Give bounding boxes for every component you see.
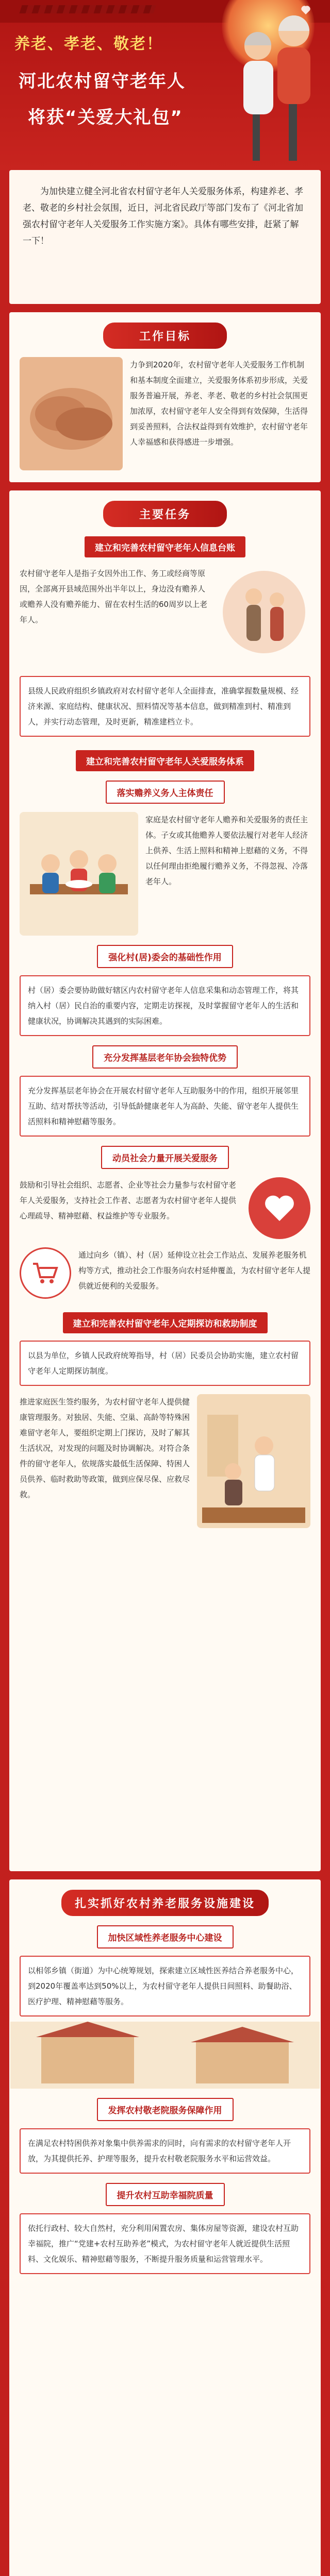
measure3-text: 依托行政村、较大自然村，充分利用闲置农房、集体房屋等资源，建设农村互助幸福院，推广“党建+农村互助养老”模式，为农村留守老年人就近提供生活照料、文化娱乐、精神慰藉等服务，不断提升服务质量和运营管理水平。 bbox=[28, 2224, 299, 2264]
task3-body bbox=[9, 1386, 321, 1528]
measure1-box bbox=[20, 1956, 310, 2016]
task2b-box bbox=[20, 975, 310, 1036]
task2b-title: 强化村(居)委会的基础性作用 bbox=[20, 945, 310, 968]
heart-hands-icon bbox=[249, 1177, 310, 1239]
measure2-text: 在满足农村特困供养对象集中供养需求的同时，向有需求的农村留守老年人开放，为其提供托养、护理等服务，提升农村敬老院服务水平和运营效益。 bbox=[28, 2139, 291, 2163]
task1-text2: 县级人民政府组织乡镇政府对农村留守老年人全面排查，准确掌握数量规模、经济来源、家庭结构、健康状况、照料情况等基本信息，做到精准到村、精准到人，并实行动态管理，及时更新，精准建档立卡。 bbox=[28, 686, 299, 726]
roof-tiles bbox=[19, 5, 156, 13]
task3-lead-box bbox=[20, 1341, 310, 1386]
care-center-illustration bbox=[10, 2022, 320, 2089]
intro-panel bbox=[9, 170, 321, 304]
measure1-text: 以相邻乡镇（街道）为中心统筹规划，探索建立区域性医养结合养老服务中心，到2020年覆盖率达到50%以上，为农村留守老年人提供日间照料、助餐助浴、医疗护理、精神慰藉等服务。 bbox=[28, 1966, 299, 2006]
tasks-card bbox=[9, 490, 321, 1871]
task2d-body bbox=[9, 1169, 321, 1239]
task2c-text: 充分发挥基层老年协会在开展农村留守老年人互助服务中的作用，组织开展邻里互助、结对帮扶等活动，引导低龄健康老年人为高龄、失能、留守老年人提供生活照料和精神慰藉等服务。 bbox=[28, 1086, 299, 1126]
task2d-text2: 通过向乡（镇）、村（居）延伸设立社会工作站点、发展养老服务机构等方式，推动社会工作服务向农村延伸覆盖，为农村留守老年人提供就近便利的关爱服务。 bbox=[78, 1250, 311, 1291]
goal-heading: 工作目标 bbox=[103, 323, 227, 349]
holding-hands-illustration bbox=[20, 357, 123, 470]
elderly-couple-illustration bbox=[217, 0, 325, 170]
measure3-box bbox=[20, 2213, 310, 2274]
measures-header bbox=[9, 1879, 321, 1916]
measure2-title: 发挥农村敬老院服务保障作用 bbox=[20, 2098, 310, 2121]
task2-title: 建立和完善农村留守老年人关爱服务体系 bbox=[20, 750, 310, 771]
task2c-title: 充分发挥基层老年协会独特优势 bbox=[20, 1045, 310, 1069]
hero-title-line1: 河北农村留守老年人 bbox=[19, 71, 186, 92]
measure1-title: 加快区域性养老服务中心建设 bbox=[20, 1925, 310, 1948]
intro-text: 为加快建立健全河北省农村留守老年人关爱服务体系，构建养老、孝老、敬老的乡村社会氛围，近日，河北省民政厅等部门发布了《河北省加强农村留守老年人关爱服务工作实施方案》。具体有哪些安排，赶紧了解一下！ bbox=[23, 187, 303, 246]
hero-banner bbox=[0, 0, 330, 170]
task3-lead: 以县为单位，乡镇人民政府统筹指导，村（居）民委员会协助实施，建立农村留守老年人定期探访制度。 bbox=[28, 1351, 299, 1376]
task2d-text: 鼓励和引导社会组织、志愿者、企业等社会力量参与农村留守老年人关爱服务，支持社会工作者、志愿者为农村留守老年人提供心理疏导、精神慰藉、权益维护等专业服务。 bbox=[20, 1180, 237, 1221]
task2a-body bbox=[9, 804, 321, 936]
measures-card bbox=[9, 1879, 321, 2576]
task2c-box bbox=[20, 1076, 310, 1137]
task2b-text: 村（居）委会要协助做好辖区内农村留守老年人信息采集和动态管理工作，将其纳入村（居）民自治的重要内容，定期走访探视，及时掌握留守老年人的生活和健康状况，协调解决其遇到的实际困难。 bbox=[28, 986, 299, 1026]
task1-text1: 农村留守老年人是指子女因外出工作、务工或经商等原因，全部离开县域范围外出半年以上，身边没有赡养人或赡养人没有赡养能力、留在农村生活的60周岁以上老年人。 bbox=[20, 569, 208, 624]
hero-title-line2: 将获“关爱大礼包” bbox=[28, 107, 183, 128]
measure3-title: 提升农村互助幸福院质量 bbox=[20, 2183, 310, 2206]
elderly-walking-illustration bbox=[218, 566, 310, 669]
task3-title: 建立和完善农村留守老年人定期探访和救助制度 bbox=[20, 1312, 310, 1333]
shopping-cart-icon bbox=[20, 1247, 71, 1299]
tasks-heading: 主要任务 bbox=[103, 501, 227, 527]
family-dinner-illustration bbox=[20, 812, 138, 936]
task2a-title: 落实赡养义务人主体责任 bbox=[20, 781, 310, 804]
goal-body bbox=[9, 349, 321, 470]
task1-body bbox=[9, 557, 321, 669]
goal-text: 力争到2020年，农村留守老年人关爱服务工作机制和基本制度全面建立，关爱服务体系初步形成，关爱服务普遍开展，养老、孝老、敬老的乡村社会氛围更加浓厚，农村留守老年人安全得到有效保障，生活得到妥善照料，合法权益得到有效维护，农村留守老年人幸福感和获得感进一步增强。 bbox=[130, 360, 308, 447]
measures-heading: 扎实抓好农村养老服务设施建设 bbox=[61, 1890, 269, 1916]
task1-title: 建立和完善农村留守老年人信息台账 bbox=[20, 536, 310, 557]
measure2-box bbox=[20, 2128, 310, 2174]
task2d-body2 bbox=[9, 1239, 321, 1299]
task2d-title: 动员社会力量开展关爱服务 bbox=[20, 1146, 310, 1169]
task1-detail-box bbox=[20, 676, 310, 737]
hero-tagline: 养老、孝老、敬老！ bbox=[14, 35, 163, 53]
goal-header bbox=[9, 312, 321, 349]
doctor-visit-illustration bbox=[197, 1394, 310, 1528]
tasks-header bbox=[9, 490, 321, 527]
task3-text: 推进家庭医生签约服务，为农村留守老年人提供健康管理服务。对独居、失能、空巢、高龄等特殊困难留守老年人，要组织定期上门探访，及时了解其生活状况，对发现的问题及时协调解决。对符合条件的留守老年人，依规落实最低生活保障、特困人员供养、临时救助等政策，做到应保尽保、应救尽救。 bbox=[20, 1397, 190, 1499]
task2a-text: 家庭是农村留守老年人赡养和关爱服务的责任主体。子女或其他赡养人要依法履行对老年人经济上供养、生活上照料和精神上慰藉的义务，不得以任何理由拒绝履行赡养义务，不得忽视、冷落老年人。 bbox=[145, 815, 308, 886]
goal-card bbox=[9, 312, 321, 482]
